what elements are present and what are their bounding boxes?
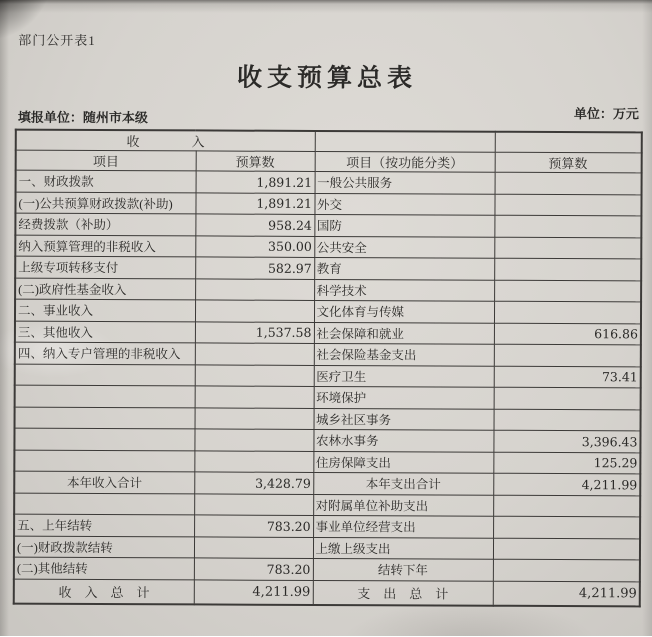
expense-item-cell: 对附属单位补助支出 xyxy=(313,494,493,516)
income-budget-cell: 3,428.79 xyxy=(194,472,313,494)
table-row xyxy=(14,579,640,607)
income-item-cell xyxy=(15,385,195,407)
income-budget-cell xyxy=(194,450,313,472)
doc-label: 部门公开表1 xyxy=(18,32,96,48)
income-budget-cell xyxy=(195,364,314,386)
budget-table xyxy=(13,129,643,608)
expense-item-cell: 事业单位经营支出 xyxy=(313,515,493,537)
expense-item-cell: 教育 xyxy=(314,257,494,279)
table-row xyxy=(15,364,641,388)
income-budget-cell xyxy=(195,300,314,322)
income-budget-cell xyxy=(195,343,314,365)
expense-budget-cell xyxy=(494,280,641,302)
expense-budget-cell xyxy=(494,258,641,280)
income-budget-cell: 783.20 xyxy=(194,558,313,580)
income-item-cell: 二、事业收入 xyxy=(15,299,195,321)
table-row xyxy=(15,213,641,237)
expense-budget-cell xyxy=(494,409,641,431)
expense-budget-cell xyxy=(494,301,641,323)
expense-item-cell: 城乡社区事务 xyxy=(314,408,494,430)
expense-item-cell: 文化体育与传媒 xyxy=(314,300,494,322)
table-row xyxy=(15,299,641,323)
expense-item-cell: 本年支出合计 xyxy=(313,472,493,494)
expense-budget-cell xyxy=(494,194,641,216)
table-header xyxy=(16,130,642,173)
income-item-header: 项目 xyxy=(16,150,196,171)
expense-budget-cell xyxy=(494,344,641,366)
income-item-cell xyxy=(14,493,194,515)
expense-item-cell: 社会保障和就业 xyxy=(314,322,494,344)
expense-group-header-empty xyxy=(315,131,495,152)
expense-budget-cell: 73.41 xyxy=(494,366,641,388)
income-budget-cell xyxy=(195,278,314,300)
expense-item-cell: 环境保护 xyxy=(314,386,494,408)
income-item-cell: 纳入预算管理的非税收入 xyxy=(15,235,195,257)
table-row xyxy=(15,385,641,409)
income-item-cell xyxy=(14,450,194,472)
income-budget-cell xyxy=(195,386,314,408)
income-item-cell: 五、上年结转 xyxy=(14,514,194,536)
table-row xyxy=(15,407,641,431)
expense-budget-cell xyxy=(493,516,640,538)
table-row xyxy=(14,450,640,474)
income-budget-header: 预算数 xyxy=(196,151,315,172)
income-item-cell: (二)其他结转 xyxy=(14,557,194,579)
income-budget-cell: 582.97 xyxy=(195,257,314,279)
expense-item-header: 项目（按功能分类） xyxy=(315,151,495,172)
table-row xyxy=(15,256,641,280)
income-budget-cell xyxy=(194,429,313,451)
table-row xyxy=(15,342,641,366)
expense-item-cell: 农林水事务 xyxy=(313,429,493,451)
table-row xyxy=(14,471,640,495)
expense-budget-cell xyxy=(493,538,640,560)
income-budget-cell: 350.00 xyxy=(195,235,314,257)
expense-item-cell: 医疗卫生 xyxy=(314,365,494,387)
expense-item-cell: 社会保险基金支出 xyxy=(314,343,494,365)
expense-item-cell: 国防 xyxy=(314,214,494,236)
income-budget-cell: 958.24 xyxy=(195,214,314,236)
income-budget-cell xyxy=(195,407,314,429)
income-item-cell: 四、纳入专户管理的非税收入 xyxy=(15,342,195,364)
group-header-row xyxy=(16,130,642,153)
expense-budget-cell: 4,211.99 xyxy=(493,473,640,495)
income-budget-cell: 1,891.21 xyxy=(196,171,315,193)
income-item-cell: 经费拨款（补助） xyxy=(15,213,195,235)
income-item-cell: (一)财政拨款结转 xyxy=(14,536,194,558)
income-item-cell: 本年收入合计 xyxy=(14,471,194,493)
expense-budget-cell xyxy=(494,387,641,409)
expense-item-cell: 住房保障支出 xyxy=(313,451,493,473)
page-title: 收支预算总表 xyxy=(236,64,418,93)
expense-budget-cell xyxy=(494,237,641,259)
expense-budget-cell xyxy=(493,495,640,517)
expense-budget-cell: 4,211.99 xyxy=(493,581,640,607)
income-item-cell xyxy=(14,428,194,450)
income-item-cell xyxy=(15,364,195,386)
income-budget-cell: 4,211.99 xyxy=(194,579,313,605)
unit-label: 单位：万元 xyxy=(573,106,639,122)
expense-budget-cell xyxy=(494,215,641,237)
expense-item-cell: 科学技术 xyxy=(314,279,494,301)
table-row xyxy=(15,278,641,302)
expense-budget-cell: 125.29 xyxy=(493,452,640,474)
expense-item-cell: 结转下年 xyxy=(313,558,493,580)
income-item-cell: 收 入 总 计 xyxy=(14,579,194,605)
expense-budget-header-empty xyxy=(495,132,642,153)
table-row xyxy=(15,192,641,216)
income-item-cell: 上级专项转移支付 xyxy=(15,256,195,278)
expense-item-cell: 支 出 总 计 xyxy=(313,580,493,606)
table-row xyxy=(14,428,640,452)
table-row xyxy=(14,557,640,581)
income-budget-cell: 1,891.21 xyxy=(195,192,314,214)
table-row xyxy=(14,493,640,517)
expense-item-cell: 上缴上级支出 xyxy=(313,537,493,559)
income-item-cell: (一)公共预算财政拨款(补助) xyxy=(15,192,195,214)
expense-item-cell: 一般公共服务 xyxy=(315,171,495,193)
expense-item-cell: 外交 xyxy=(314,193,494,215)
income-item-cell xyxy=(15,407,195,429)
table-row xyxy=(15,321,641,345)
expense-item-cell: 公共安全 xyxy=(314,236,494,258)
table-row xyxy=(14,536,640,560)
table-row xyxy=(14,514,640,538)
expense-budget-cell xyxy=(495,172,642,194)
income-budget-cell xyxy=(194,536,313,558)
table-row xyxy=(15,235,641,259)
income-item-cell: 一、财政拨款 xyxy=(16,170,196,192)
reporting-unit: 填报单位：随州市本级 xyxy=(17,109,148,126)
income-budget-cell: 783.20 xyxy=(194,515,313,537)
income-item-cell: (二)政府性基金收入 xyxy=(15,278,195,300)
income-budget-cell: 1,537.58 xyxy=(195,321,314,343)
table-body xyxy=(14,170,642,606)
expense-budget-cell: 3,396.43 xyxy=(493,430,640,452)
column-header-row xyxy=(16,150,642,173)
income-group-header: 收 入 xyxy=(16,130,315,152)
expense-budget-header: 预算数 xyxy=(495,152,642,173)
expense-budget-cell: 616.86 xyxy=(494,323,641,345)
expense-budget-cell xyxy=(493,559,640,581)
table-row xyxy=(16,170,642,194)
income-item-cell: 三、其他收入 xyxy=(15,321,195,343)
income-budget-cell xyxy=(194,493,313,515)
